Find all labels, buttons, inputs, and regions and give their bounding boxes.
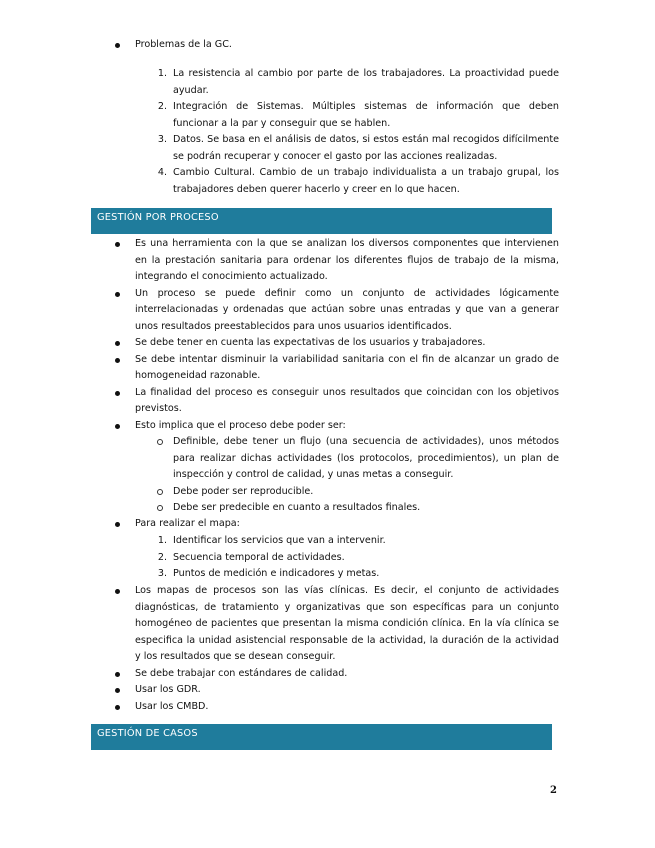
bullet-text: Esto implica que el proceso debe poder ser: (135, 419, 346, 431)
bullet-text: Usar los GDR. (135, 684, 201, 695)
page-number: 2 (550, 785, 557, 796)
item-number: 3. (157, 134, 167, 145)
item-text: La resistencia al cambio por parte de los trabajadores. La proactividad puede ayudar. (173, 68, 559, 96)
map-bullet (135, 516, 559, 533)
bullet-icon (115, 358, 120, 363)
list-item (135, 385, 559, 418)
circle-bullet-icon (157, 489, 163, 495)
bullet-icon (115, 242, 120, 247)
circle-bullet-icon (157, 505, 163, 511)
list-item (157, 99, 559, 132)
bullet-text: Se debe tener en cuenta las expectativas de los usuarios y trabajadores. (135, 337, 486, 348)
bullet-text: La finalidad del proceso es conseguir unos resultados que coincidan con los objetivos previstos. (135, 386, 559, 414)
sub-bullet-text: Debe poder ser reproducible. (173, 485, 314, 497)
item-text: Puntos de medición e indicadores y metas. (173, 568, 380, 579)
list-item (135, 418, 559, 435)
item-text: Cambio Cultural. Cambio de un trabajo individualista a un trabajo grupal, los trabajadores deben querer hacerlo y creer en lo que hacen. (173, 167, 559, 195)
item-number: 4. (157, 167, 167, 178)
list-item (135, 286, 559, 336)
list-item (135, 666, 559, 683)
section-title: GESTIÓN DE CASOS (97, 728, 198, 739)
section-heading-gestion-por-proceso (91, 208, 552, 234)
bullet-text: Usar los CMBD. (135, 700, 209, 712)
bullet-icon (115, 341, 120, 346)
bullet-icon (115, 672, 120, 677)
problems-numbered-list (157, 66, 559, 198)
list-item (135, 352, 559, 385)
bullet-icon (115, 522, 120, 527)
top-bullet-list (118, 37, 558, 54)
list-item (135, 682, 559, 699)
process-properties-list (173, 434, 559, 517)
list-item (135, 335, 559, 352)
list-item (157, 66, 559, 99)
item-text: Identificar los servicios que van a intervenir. (173, 535, 386, 546)
item-number: 2. (157, 101, 167, 112)
bullet-text: Los mapas de procesos son las vías clínicas. Es decir, el conjunto de actividades diagnósticas, de tratamiento y organizativas que son específicas para un conjunto homogéneo de pacientes que presentan la misma condición clínica. En la vía clínica se especifica la unidad asistencial responsable de la actividad, la duración de la actividad y los resultados que se desean conseguir. (135, 585, 559, 662)
bullet-text: Un proceso se puede definir como un conjunto de actividades lógicamente interrelacionadas y ordenadas que actúan sobre unas entradas y que van a generar unos resultados preestablecidos para unos usuarios identificados. (135, 287, 559, 332)
list-item (118, 37, 558, 54)
bullet-text: Se debe intentar disminuir la variabilidad sanitaria con el fin de alcanzar un grado de homogeneidad razonable. (135, 353, 559, 381)
bullet-text: Problemas de la GC. (135, 39, 232, 50)
item-number: 1. (157, 535, 167, 546)
bullet-icon (115, 292, 120, 297)
item-number: 2. (157, 551, 167, 563)
process-bullet-list (135, 236, 559, 434)
section-heading-gestion-de-casos (91, 724, 552, 750)
list-item (173, 500, 559, 517)
list-item (135, 236, 559, 286)
list-item (157, 550, 559, 567)
bullet-icon (115, 43, 120, 48)
list-item (135, 516, 559, 533)
list-item (157, 132, 559, 165)
sub-bullet-text: Definible, debe tener un flujo (una secuencia de actividades), unos métodos para realizar dichas actividades (los protocolos, procedimientos), un plan de inspección y control de calidad, y unas metas a conseguir. (173, 436, 559, 480)
bullet-text: Se debe trabajar con estándares de calidad. (135, 667, 348, 679)
section-title: GESTIÓN POR PROCESO (97, 212, 219, 223)
item-number: 1. (157, 68, 167, 79)
list-item (157, 533, 559, 550)
map-steps-list (157, 533, 559, 583)
bullet-text: Para realizar el mapa: (135, 518, 240, 529)
bullet-icon (115, 589, 120, 594)
item-number: 3. (157, 568, 167, 579)
item-text: Integración de Sistemas. Múltiples sistemas de información que deben funcionar a la par y conseguir que se hablen. (173, 101, 559, 129)
bullet-icon (115, 705, 120, 710)
process-bullet-list-continued (135, 583, 559, 715)
list-item (157, 566, 559, 583)
list-item (135, 583, 559, 666)
sub-bullet-text: Debe ser predecible en cuanto a resultados finales. (173, 502, 421, 513)
bullet-icon (115, 391, 120, 396)
list-item (157, 165, 559, 198)
item-text: Datos. Se basa en el análisis de datos, si estos están mal recogidos difícilmente se podrán recuperar y conocer el gasto por las acciones realizadas. (173, 134, 559, 162)
bullet-icon (115, 424, 120, 429)
bullet-icon (115, 688, 120, 693)
bullet-text: Es una herramienta con la que se analizan los diversos componentes que intervienen en la prestación sanitaria para ordenar los diferentes flujos de trabajo de la misma, integrando el conocimiento actualizado. (135, 238, 559, 282)
list-item (173, 484, 559, 501)
list-item (173, 434, 559, 484)
circle-bullet-icon (157, 439, 163, 445)
item-text: Secuencia temporal de actividades. (173, 551, 345, 563)
list-item (135, 699, 559, 716)
